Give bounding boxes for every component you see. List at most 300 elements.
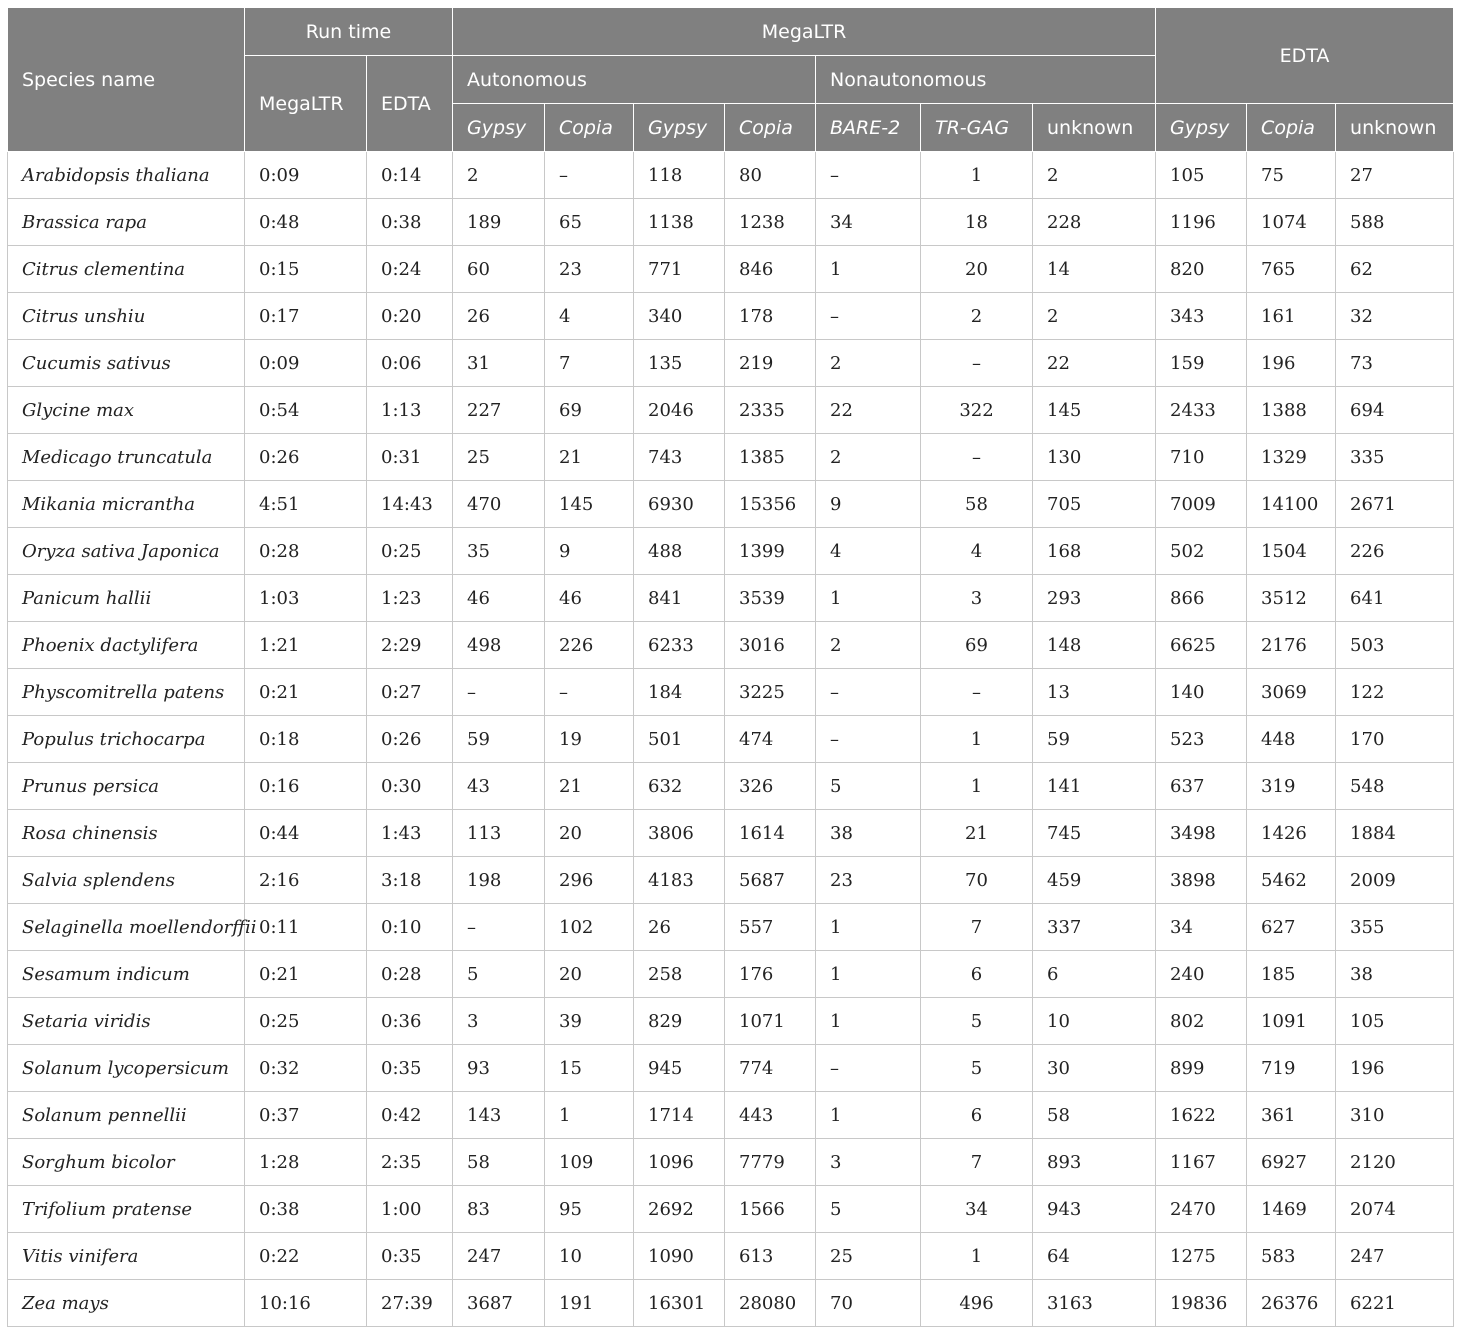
sub-header-bare-2: BARE-2 — [816, 104, 921, 152]
table-cell: 771 — [634, 246, 725, 293]
table-cell: 6233 — [634, 622, 725, 669]
table-cell: 1:23 — [367, 575, 453, 622]
table-cell: 58 — [921, 481, 1033, 528]
table-cell: 4 — [921, 528, 1033, 575]
table-header — [8, 8, 1454, 152]
table-cell: 14100 — [1247, 481, 1336, 528]
table-cell: 159 — [1156, 340, 1247, 387]
table-cell: 1504 — [1247, 528, 1336, 575]
table-row — [8, 1186, 1454, 1233]
table-row — [8, 857, 1454, 904]
table-cell: 247 — [453, 1233, 545, 1280]
table-cell: 20 — [545, 810, 634, 857]
table-cell: 130 — [1033, 434, 1156, 481]
species-name-cell: Panicum hallii — [8, 575, 245, 622]
table-cell: 118 — [634, 152, 725, 199]
table-row — [8, 152, 1454, 199]
table-cell: 102 — [545, 904, 634, 951]
table-cell: 10 — [545, 1233, 634, 1280]
table-cell: 361 — [1247, 1092, 1336, 1139]
table-cell: 1622 — [1156, 1092, 1247, 1139]
table-cell: 226 — [1336, 528, 1454, 575]
table-cell: 0:09 — [245, 340, 367, 387]
table-row — [8, 1280, 1454, 1327]
table-cell: 247 — [1336, 1233, 1454, 1280]
table-row — [8, 998, 1454, 1045]
table-row — [8, 246, 1454, 293]
table-cell: 1167 — [1156, 1139, 1247, 1186]
table-cell: 228 — [1033, 199, 1156, 246]
table-cell: 62 — [1336, 246, 1454, 293]
table-cell: 1469 — [1247, 1186, 1336, 1233]
table-cell: 69 — [545, 387, 634, 434]
table-cell: 2433 — [1156, 387, 1247, 434]
table-cell: 7 — [921, 904, 1033, 951]
table-cell: 5 — [816, 763, 921, 810]
table-cell: 943 — [1033, 1186, 1156, 1233]
table-cell: 0:38 — [245, 1186, 367, 1233]
table-cell: 1 — [921, 152, 1033, 199]
table-cell: – — [816, 669, 921, 716]
species-name-cell: Solanum pennellii — [8, 1092, 245, 1139]
table-cell: 0:18 — [245, 716, 367, 763]
species-name-header: Species name — [8, 8, 245, 152]
table-cell: 178 — [725, 293, 816, 340]
autonomous-header: Autonomous — [453, 56, 816, 104]
table-cell: 2 — [1033, 293, 1156, 340]
table-cell: 19 — [545, 716, 634, 763]
table-cell: 2120 — [1336, 1139, 1454, 1186]
table-cell: 58 — [453, 1139, 545, 1186]
species-name-cell: Citrus unshiu — [8, 293, 245, 340]
table-cell: 143 — [453, 1092, 545, 1139]
table-cell: 488 — [634, 528, 725, 575]
table-cell: 227 — [453, 387, 545, 434]
table-cell: 443 — [725, 1092, 816, 1139]
table-cell: 583 — [1247, 1233, 1336, 1280]
table-row — [8, 951, 1454, 998]
table-cell: 6 — [921, 1092, 1033, 1139]
table-cell: 23 — [545, 246, 634, 293]
table-cell: 1:03 — [245, 575, 367, 622]
run-time-megaltr-header: MegaLTR — [245, 56, 367, 152]
table-cell: 548 — [1336, 763, 1454, 810]
table-row — [8, 669, 1454, 716]
table-cell: 0:22 — [245, 1233, 367, 1280]
species-name-cell: Cucumis sativus — [8, 340, 245, 387]
table-cell: 641 — [1336, 575, 1454, 622]
table-cell: 2 — [453, 152, 545, 199]
table-cell: 10:16 — [245, 1280, 367, 1327]
table-cell: 719 — [1247, 1045, 1336, 1092]
table-cell: 145 — [1033, 387, 1156, 434]
table-cell: 1:00 — [367, 1186, 453, 1233]
table-cell: 75 — [1247, 152, 1336, 199]
table-cell: 1090 — [634, 1233, 725, 1280]
species-name-cell: Vitis vinifera — [8, 1233, 245, 1280]
table-cell: 1385 — [725, 434, 816, 481]
table-cell: 28080 — [725, 1280, 816, 1327]
table-cell: 7 — [545, 340, 634, 387]
species-name-cell: Phoenix dactylifera — [8, 622, 245, 669]
table-cell: 2176 — [1247, 622, 1336, 669]
table-cell: 59 — [1033, 716, 1156, 763]
table-cell: 46 — [453, 575, 545, 622]
table-cell: 34 — [816, 199, 921, 246]
table-cell: 196 — [1247, 340, 1336, 387]
table-cell: 0:20 — [367, 293, 453, 340]
table-cell: 7009 — [1156, 481, 1247, 528]
sub-header-gypsy: Gypsy — [634, 104, 725, 152]
table-cell: 1714 — [634, 1092, 725, 1139]
table-cell: 3498 — [1156, 810, 1247, 857]
table-row — [8, 293, 1454, 340]
species-name-cell: Selaginella moellendorffii — [8, 904, 245, 951]
run-time-edta-header: EDTA — [367, 56, 453, 152]
table-cell: 3 — [816, 1139, 921, 1186]
table-row — [8, 387, 1454, 434]
table-row — [8, 481, 1454, 528]
results-table — [7, 7, 1454, 1327]
table-cell: 1074 — [1247, 199, 1336, 246]
table-cell: 705 — [1033, 481, 1156, 528]
table-cell: – — [545, 669, 634, 716]
table-cell: 0:14 — [367, 152, 453, 199]
table-cell: – — [816, 716, 921, 763]
table-cell: 337 — [1033, 904, 1156, 951]
table-cell: 1:43 — [367, 810, 453, 857]
species-name-cell: Mikania micrantha — [8, 481, 245, 528]
table-cell: 340 — [634, 293, 725, 340]
table-cell: 226 — [545, 622, 634, 669]
table-cell: 866 — [1156, 575, 1247, 622]
table-cell: 0:48 — [245, 199, 367, 246]
table-cell: 1096 — [634, 1139, 725, 1186]
table-cell: 470 — [453, 481, 545, 528]
table-cell: 743 — [634, 434, 725, 481]
table-cell: 1566 — [725, 1186, 816, 1233]
edta-group-header: EDTA — [1156, 8, 1454, 104]
table-cell: 122 — [1336, 669, 1454, 716]
sub-header-gypsy: Gypsy — [453, 104, 545, 152]
table-row — [8, 1139, 1454, 1186]
table-cell: 6625 — [1156, 622, 1247, 669]
table-cell: 191 — [545, 1280, 634, 1327]
table-cell: 20 — [921, 246, 1033, 293]
table-row — [8, 763, 1454, 810]
table-cell: 0:11 — [245, 904, 367, 951]
species-name-cell: Physcomitrella patens — [8, 669, 245, 716]
table-cell: 15 — [545, 1045, 634, 1092]
table-cell: 21 — [545, 763, 634, 810]
table-cell: 23 — [816, 857, 921, 904]
table-cell: 1399 — [725, 528, 816, 575]
table-cell: 22 — [1033, 340, 1156, 387]
table-cell: 0:42 — [367, 1092, 453, 1139]
table-cell: 7 — [921, 1139, 1033, 1186]
species-name-cell: Salvia splendens — [8, 857, 245, 904]
table-cell: 31 — [453, 340, 545, 387]
species-name-cell: Sesamum indicum — [8, 951, 245, 998]
table-cell: 26 — [453, 293, 545, 340]
table-cell: 13 — [1033, 669, 1156, 716]
table-cell: 1 — [816, 951, 921, 998]
table-cell: 503 — [1336, 622, 1454, 669]
table-cell: 21 — [545, 434, 634, 481]
species-name-cell: Solanum lycopersicum — [8, 1045, 245, 1092]
table-cell: 2692 — [634, 1186, 725, 1233]
table-cell: 710 — [1156, 434, 1247, 481]
table-cell: 1 — [921, 716, 1033, 763]
sub-header-edta-gypsy: Gypsy — [1156, 104, 1247, 152]
table-cell: 141 — [1033, 763, 1156, 810]
table-cell: 0:25 — [367, 528, 453, 575]
table-cell: 6 — [921, 951, 1033, 998]
table-cell: 3016 — [725, 622, 816, 669]
table-cell: 496 — [921, 1280, 1033, 1327]
table-cell: 145 — [545, 481, 634, 528]
table-cell: 0:21 — [245, 669, 367, 716]
table-cell: 80 — [725, 152, 816, 199]
table-cell: 0:26 — [245, 434, 367, 481]
table-cell: 893 — [1033, 1139, 1156, 1186]
table-cell: 3 — [921, 575, 1033, 622]
table-cell: 20 — [545, 951, 634, 998]
table-cell: 95 — [545, 1186, 634, 1233]
table-cell: 1884 — [1336, 810, 1454, 857]
table-cell: 335 — [1336, 434, 1454, 481]
table-cell: 9 — [816, 481, 921, 528]
table-cell: 6 — [1033, 951, 1156, 998]
species-name-cell: Arabidopsis thaliana — [8, 152, 245, 199]
table-cell: 1 — [816, 998, 921, 1045]
table-cell: 0:54 — [245, 387, 367, 434]
table-cell: 0:10 — [367, 904, 453, 951]
species-name-cell: Prunus persica — [8, 763, 245, 810]
table-cell: 802 — [1156, 998, 1247, 1045]
species-name-cell: Sorghum bicolor — [8, 1139, 245, 1186]
table-row — [8, 1233, 1454, 1280]
table-cell: 3:18 — [367, 857, 453, 904]
sub-header-copia: Copia — [545, 104, 634, 152]
table-row — [8, 528, 1454, 575]
table-cell: 3539 — [725, 575, 816, 622]
table-cell: 2:29 — [367, 622, 453, 669]
table-cell: 6927 — [1247, 1139, 1336, 1186]
table-cell: 0:21 — [245, 951, 367, 998]
table-cell: 0:37 — [245, 1092, 367, 1139]
table-cell: 501 — [634, 716, 725, 763]
table-cell: 765 — [1247, 246, 1336, 293]
species-name-cell: Populus trichocarpa — [8, 716, 245, 763]
table-cell: 1 — [816, 1092, 921, 1139]
table-cell: 27 — [1336, 152, 1454, 199]
species-name-cell: Medicago truncatula — [8, 434, 245, 481]
table-cell: 523 — [1156, 716, 1247, 763]
table-cell: 355 — [1336, 904, 1454, 951]
table-cell: 448 — [1247, 716, 1336, 763]
table-cell: 0:30 — [367, 763, 453, 810]
table-cell: 326 — [725, 763, 816, 810]
table-cell: 1138 — [634, 199, 725, 246]
table-cell: 18 — [921, 199, 1033, 246]
table-cell: 322 — [921, 387, 1033, 434]
species-name-cell: Oryza sativa Japonica — [8, 528, 245, 575]
table-cell: 5687 — [725, 857, 816, 904]
table-cell: 2:35 — [367, 1139, 453, 1186]
table-cell: 820 — [1156, 246, 1247, 293]
table-cell: 170 — [1336, 716, 1454, 763]
table-cell: 189 — [453, 199, 545, 246]
table-cell: 502 — [1156, 528, 1247, 575]
table-row — [8, 904, 1454, 951]
table-cell: 0:28 — [245, 528, 367, 575]
table-cell: 93 — [453, 1045, 545, 1092]
table-cell: 109 — [545, 1139, 634, 1186]
table-cell: 0:31 — [367, 434, 453, 481]
table-cell: 135 — [634, 340, 725, 387]
table-cell: 1 — [921, 763, 1033, 810]
table-cell: 5 — [921, 998, 1033, 1045]
table-cell: 9 — [545, 528, 634, 575]
table-cell: 73 — [1336, 340, 1454, 387]
table-cell: 296 — [545, 857, 634, 904]
table-cell: 0:25 — [245, 998, 367, 1045]
species-name-cell: Glycine max — [8, 387, 245, 434]
table-cell: 1329 — [1247, 434, 1336, 481]
table-cell: 2671 — [1336, 481, 1454, 528]
table-cell: 0:28 — [367, 951, 453, 998]
table-cell: 4183 — [634, 857, 725, 904]
table-cell: 83 — [453, 1186, 545, 1233]
table-cell: 2335 — [725, 387, 816, 434]
table-cell: 176 — [725, 951, 816, 998]
table-row — [8, 622, 1454, 669]
table-cell: – — [816, 152, 921, 199]
table-row — [8, 1092, 1454, 1139]
table-row — [8, 810, 1454, 857]
table-cell: 1388 — [1247, 387, 1336, 434]
table-cell: 21 — [921, 810, 1033, 857]
table-cell: 0:26 — [367, 716, 453, 763]
table-cell: 3 — [453, 998, 545, 1045]
table-cell: 105 — [1336, 998, 1454, 1045]
table-cell: 0:15 — [245, 246, 367, 293]
table-cell: 46 — [545, 575, 634, 622]
table-cell: 2 — [816, 622, 921, 669]
table-cell: 0:16 — [245, 763, 367, 810]
table-cell: 5 — [453, 951, 545, 998]
table-cell: – — [453, 669, 545, 716]
table-cell: 3225 — [725, 669, 816, 716]
table-cell: 34 — [1156, 904, 1247, 951]
table-cell: 26 — [634, 904, 725, 951]
table-row — [8, 199, 1454, 246]
table-cell: 1:28 — [245, 1139, 367, 1186]
table-cell: 2 — [816, 340, 921, 387]
table-cell: 32 — [1336, 293, 1454, 340]
table-cell: 2046 — [634, 387, 725, 434]
table-cell: 3898 — [1156, 857, 1247, 904]
table-cell: 557 — [725, 904, 816, 951]
table-cell: 1238 — [725, 199, 816, 246]
table-row — [8, 434, 1454, 481]
table-cell: 5 — [921, 1045, 1033, 1092]
table-cell: 1:21 — [245, 622, 367, 669]
table-cell: 39 — [545, 998, 634, 1045]
table-cell: 198 — [453, 857, 545, 904]
nonautonomous-header: Nonautonomous — [816, 56, 1156, 104]
table-cell: 148 — [1033, 622, 1156, 669]
table-cell: 14 — [1033, 246, 1156, 293]
table-cell: 10 — [1033, 998, 1156, 1045]
table-cell: – — [921, 669, 1033, 716]
table-cell: 219 — [725, 340, 816, 387]
table-cell: 2009 — [1336, 857, 1454, 904]
table-cell: 632 — [634, 763, 725, 810]
species-name-cell: Rosa chinensis — [8, 810, 245, 857]
table-cell: 1614 — [725, 810, 816, 857]
table-cell: 58 — [1033, 1092, 1156, 1139]
table-cell: 694 — [1336, 387, 1454, 434]
table-row — [8, 575, 1454, 622]
run-time-header: Run time — [245, 8, 453, 56]
table-cell: 2:16 — [245, 857, 367, 904]
table-cell: 161 — [1247, 293, 1336, 340]
table-cell: 3163 — [1033, 1280, 1156, 1327]
table-cell: 4:51 — [245, 481, 367, 528]
table-cell: – — [921, 434, 1033, 481]
table-cell: 4 — [545, 293, 634, 340]
table-cell: 113 — [453, 810, 545, 857]
table-cell: 22 — [816, 387, 921, 434]
table-cell: 184 — [634, 669, 725, 716]
table-cell: 240 — [1156, 951, 1247, 998]
species-name-cell: Setaria viridis — [8, 998, 245, 1045]
table-cell: 35 — [453, 528, 545, 575]
table-cell: 258 — [634, 951, 725, 998]
table-cell: 1 — [816, 904, 921, 951]
table-cell: 0:35 — [367, 1233, 453, 1280]
table-cell: 30 — [1033, 1045, 1156, 1092]
table-cell: 4 — [816, 528, 921, 575]
table-cell: 64 — [1033, 1233, 1156, 1280]
table-cell: 140 — [1156, 669, 1247, 716]
table-cell: 829 — [634, 998, 725, 1045]
table-cell: 293 — [1033, 575, 1156, 622]
table-cell: 5462 — [1247, 857, 1336, 904]
table-cell: 1426 — [1247, 810, 1336, 857]
table-cell: 3687 — [453, 1280, 545, 1327]
table-cell: 588 — [1336, 199, 1454, 246]
table-cell: 25 — [453, 434, 545, 481]
megaltr-group-header: MegaLTR — [453, 8, 1156, 56]
table-cell: 899 — [1156, 1045, 1247, 1092]
table-cell: 38 — [816, 810, 921, 857]
sub-header-tr-gag: TR-GAG — [921, 104, 1033, 152]
table-cell: 0:06 — [367, 340, 453, 387]
species-name-cell: Zea mays — [8, 1280, 245, 1327]
table-row — [8, 340, 1454, 387]
table-cell: 0:09 — [245, 152, 367, 199]
table-cell: 185 — [1247, 951, 1336, 998]
table-cell: 846 — [725, 246, 816, 293]
table-cell: 27:39 — [367, 1280, 453, 1327]
table-cell: 1:13 — [367, 387, 453, 434]
table-cell: 6221 — [1336, 1280, 1454, 1327]
table-cell: – — [545, 152, 634, 199]
table-body — [8, 152, 1454, 1327]
